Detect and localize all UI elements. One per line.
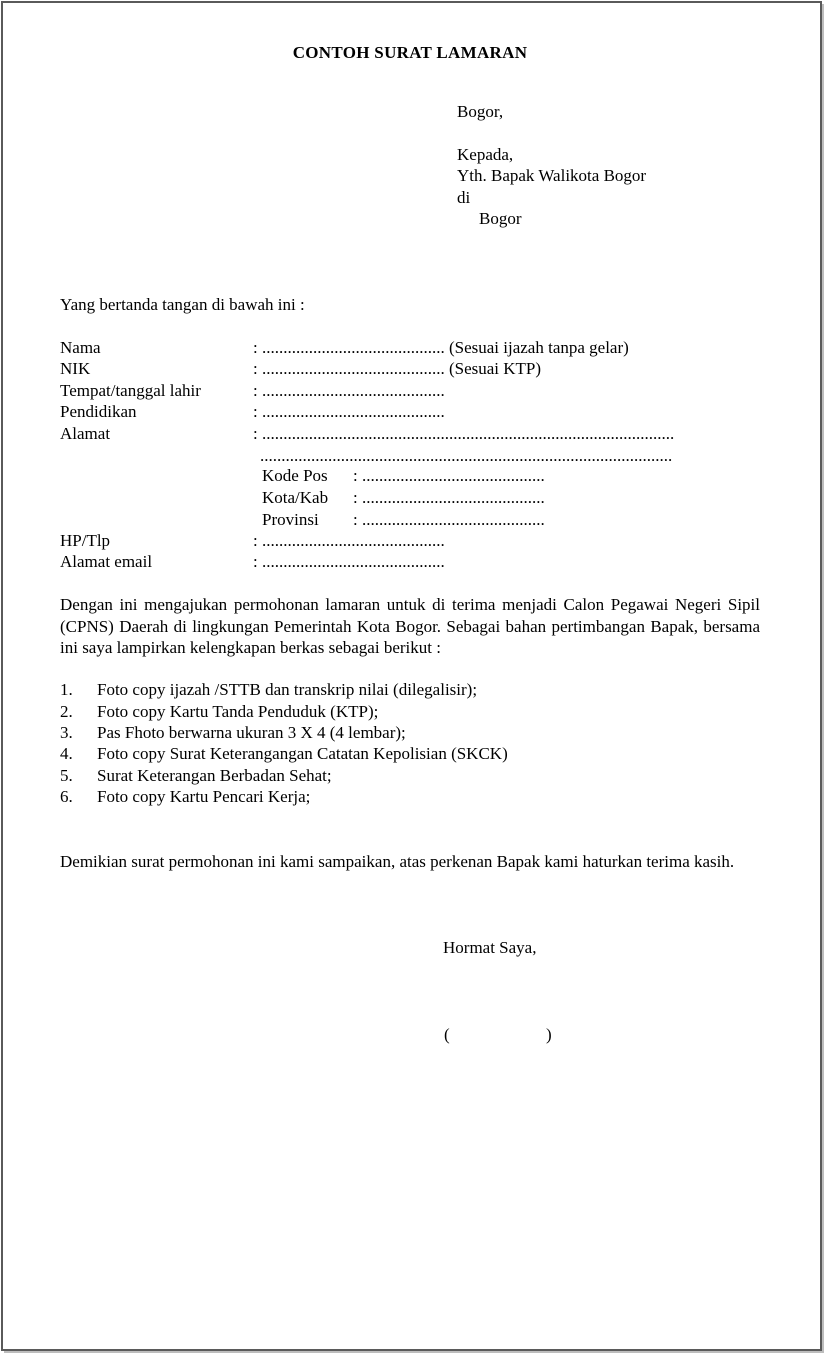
list-item: Foto copy Surat Keterangangan Catatan Kepolisian (SKCK)	[97, 744, 508, 763]
recipient-greeting: Kepada,	[457, 145, 514, 164]
field-value-ttl: : ...........................................	[253, 381, 445, 400]
list-item: Foto copy Kartu Tanda Penduduk (KTP);	[97, 702, 379, 721]
field-value-hp: : ...........................................	[253, 531, 445, 550]
field-value-kodepos: : ...........................................	[353, 466, 545, 485]
field-value-alamat: : .................................................................................................	[253, 424, 675, 443]
field-label-ttl: Tempat/tanggal lahir	[60, 381, 201, 400]
field-value-kotakab: : ...........................................	[353, 488, 545, 507]
field-label-alamat: Alamat	[60, 424, 111, 443]
field-value-nama: : ........................................... (Sesuai ijazah tanpa gelar)	[253, 338, 629, 357]
field-label-kotakab: Kota/Kab	[262, 488, 329, 507]
list-item: Foto copy Kartu Pencari Kerja;	[97, 787, 311, 806]
list-item: Pas Fhoto berwarna ukuran 3 X 4 (4 lembar);	[97, 723, 406, 742]
place-date: Bogor,	[457, 102, 504, 121]
body-paragraph: Dengan ini mengajukan permohonan lamaran untuk di terima menjadi Calon Pegawai Negeri Sipil (CPNS) Daerah di lingkungan Pemerintah Kota Bogor. Sebagai bahan pertimbangan Bapak, bersama ini saya lampirkan kelengkapan berkas sebagai berikut :	[60, 595, 760, 657]
intro-line: Yang bertanda tangan di bawah ini :	[60, 295, 305, 314]
field-label-nama: Nama	[60, 338, 101, 357]
field-label-hp: HP/Tlp	[60, 531, 111, 550]
recipient-city: Bogor	[479, 209, 522, 228]
field-label-kodepos: Kode Pos	[262, 466, 328, 485]
list-item-number: 5.	[60, 766, 73, 785]
field-value-provinsi: : ...........................................	[353, 510, 545, 529]
page-border	[1, 1, 822, 1351]
signature-open-paren: (	[444, 1025, 450, 1044]
field-label-pendidikan: Pendidikan	[60, 402, 137, 421]
field-label-provinsi: Provinsi	[262, 510, 319, 529]
recipient-di: di	[457, 188, 471, 207]
list-item-number: 1.	[60, 680, 73, 699]
closing-paragraph: Demikian surat permohonan ini kami sampaikan, atas perkenan Bapak kami haturkan terima kasih.	[60, 852, 735, 871]
list-item-number: 2.	[60, 702, 73, 721]
field-value-nik: : ........................................... (Sesuai KTP)	[253, 359, 542, 378]
list-item: Foto copy ijazah /STTB dan transkrip nilai (dilegalisir);	[97, 680, 478, 699]
recipient-name: Yth. Bapak Walikota Bogor	[457, 166, 647, 185]
list-item-number: 6.	[60, 787, 73, 806]
field-value-email: : ...........................................	[253, 552, 445, 571]
field-value-pendidikan: : ...........................................	[253, 402, 445, 421]
list-item-number: 3.	[60, 723, 73, 742]
list-item-number: 4.	[60, 744, 73, 763]
document-title: CONTOH SURAT LAMARAN	[292, 43, 528, 62]
field-value-alamat-line2: .................................................................................................	[260, 446, 673, 465]
field-label-email: Alamat email	[60, 552, 153, 571]
field-label-nik: NIK	[60, 359, 91, 378]
list-item: Surat Keterangan Berbadan Sehat;	[97, 766, 332, 785]
signature-close-paren: )	[546, 1025, 552, 1044]
signoff: Hormat Saya,	[443, 938, 537, 957]
